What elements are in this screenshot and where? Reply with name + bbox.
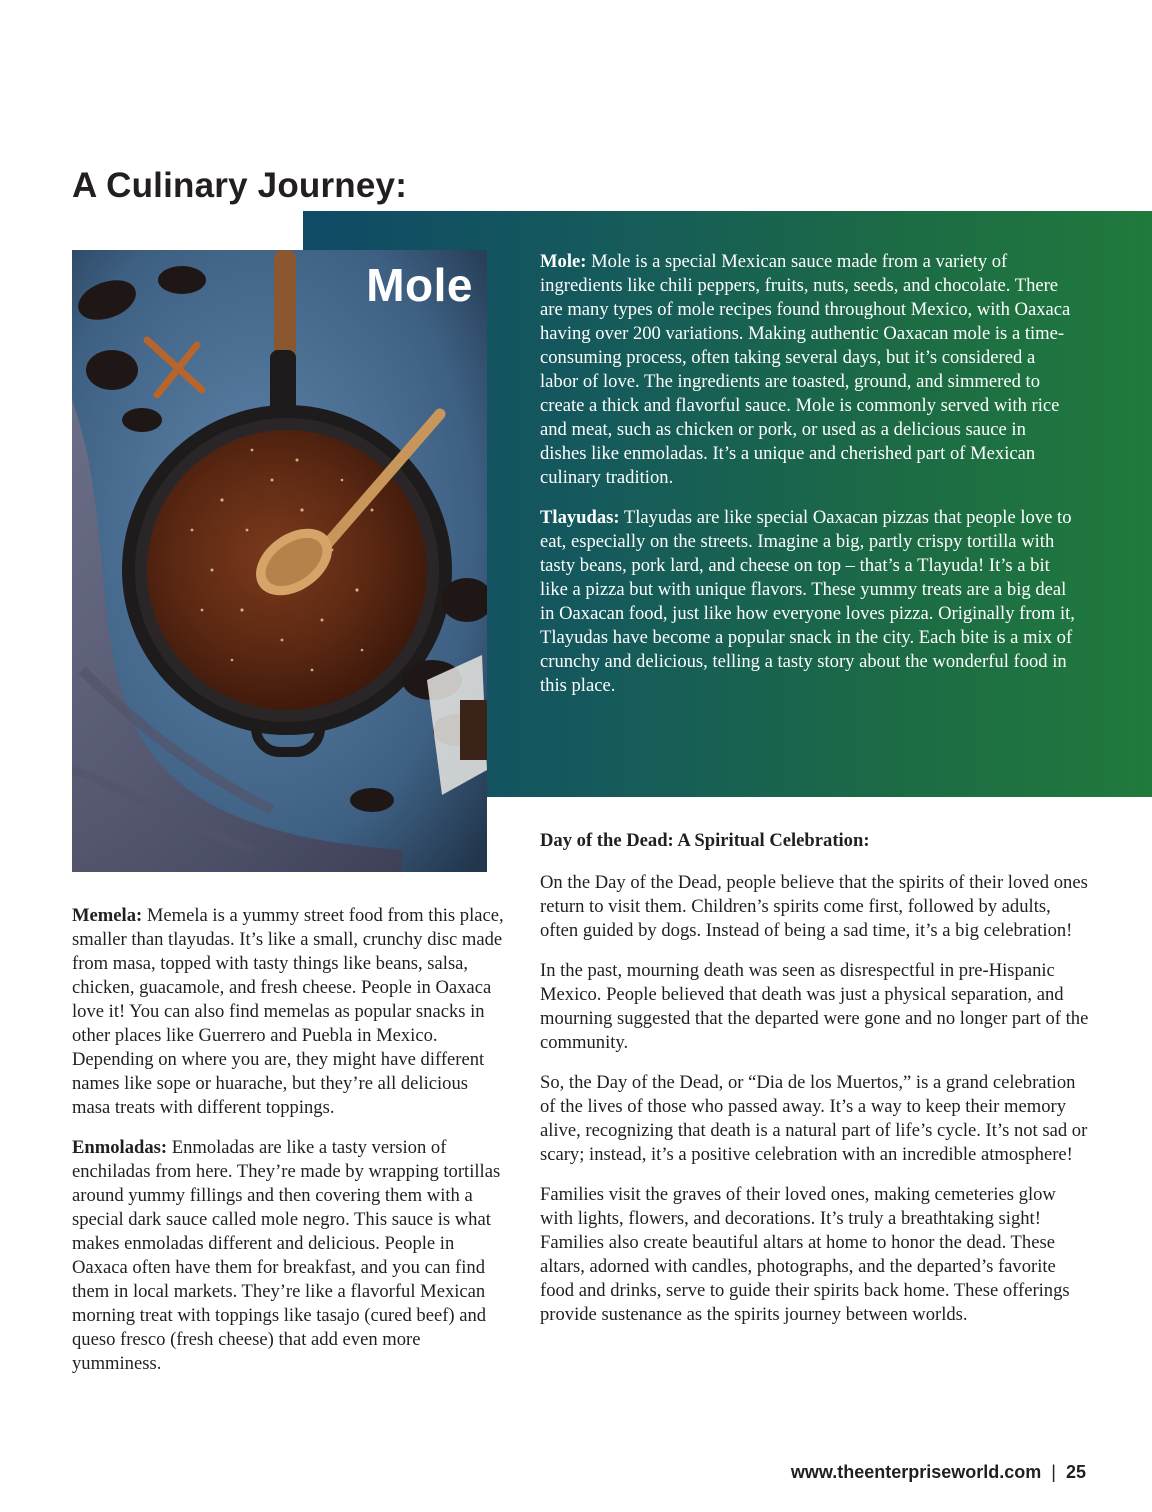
- mole-paragraph: [540, 250, 1075, 490]
- right-bottom-column: [540, 829, 1092, 1343]
- footer-url[interactable]: www.theenterpriseworld.com: [790, 1462, 1042, 1482]
- mole-photo: [72, 250, 487, 872]
- day-of-dead-paragraph: In the past, mourning death was seen as disrespectful in pre-Hispanic Mexico. People believed that death was just a physical separation, and mourning suggested that the departed were gone and no longer part of the community.: [540, 960, 1089, 1053]
- photo-label: Mole: [366, 259, 473, 311]
- day-of-dead-heading: Day of the Dead: A Spiritual Celebration:: [540, 830, 870, 851]
- tlayudas-heading: Tlayudas:: [540, 507, 620, 528]
- mole-heading: Mole:: [540, 251, 587, 272]
- memela-paragraph: [72, 904, 504, 1120]
- mole-pan-illustration: [72, 250, 487, 872]
- left-bottom-column: [72, 904, 504, 1392]
- enmoladas-heading: Enmoladas:: [72, 1137, 168, 1158]
- right-top-column: [540, 250, 1075, 714]
- page-number: 25: [1065, 1462, 1086, 1482]
- enmoladas-paragraph: [72, 1136, 504, 1376]
- day-of-dead-paragraph: Families visit the graves of their loved ones, making cemeteries glow with lights, flowers, and decorations. It’s truly a breathtaking sight! Families also create beautiful altars at home to honor the dead. These altars, adorned with candles, photographs, and the departed’s favorite food and drinks, serve to guide their spirits back home. These offerings provide sustenance as the spirits journey between worlds.: [540, 1184, 1070, 1325]
- day-of-dead-paragraph: So, the Day of the Dead, or “Dia de los Muertos,” is a grand celebration of the lives of those who passed away. It’s a way to keep their memory alive, recognizing that death is a natural part of life’s cycle. It’s not sad or scary; instead, it’s a positive celebration with an incredible atmosphere!: [540, 1072, 1088, 1165]
- page-title: A Culinary Journey:: [72, 166, 408, 205]
- mole-text: Mole is a special Mexican sauce made from a variety of ingredients like chili peppers, fruits, nuts, seeds, and chocolate. There are many types of mole recipes found throughout Mexico, with Oaxaca having over 200 variations. Making authentic Oaxacan mole is a time-consuming process, often taking several days, but it’s considered a labor of love. The ingredients are toasted, ground, and simmered to create a thick and flavorful sauce. Mole is commonly served with rice and meat, such as chicken or pork, or used as a delicious sauce in dishes like enmoladas. It’s a unique and cherished part of Mexican culinary tradition.: [540, 251, 1071, 488]
- page-footer: [791, 1462, 1086, 1483]
- day-of-dead-paragraph: On the Day of the Dead, people believe that the spirits of their loved ones return to visit them. Children’s spirits come first, followed by adults, often guided by dogs. Instead of being a sad time, it’s a big celebration!: [540, 872, 1088, 941]
- tlayudas-text: Tlayudas are like special Oaxacan pizzas that people love to eat, especially on the streets. Imagine a big, partly crispy tortilla with tasty beans, pork lard, and cheese on top – that’s a Tlayuda! It’s a bit like a pizza but with unique flavors. These yummy treats are a big deal in Oaxacan food, just like how everyone loves pizza. Originally from it, Tlayudas have become a popular snack in the city. Each bite is a mix of crunchy and delicious, telling a tasty story about the wonderful food in this place.: [540, 507, 1075, 696]
- memela-heading: Memela:: [72, 905, 143, 926]
- enmoladas-text: Enmoladas are like a tasty version of enchiladas from here. They’re made by wrapping tortillas around yummy fillings and then covering them with a special dark sauce called mole negro. This sauce is what makes enmoladas different and delicious. People in Oaxaca often have them for breakfast, and you can find them in local markets. They’re like a flavorful Mexican morning treat with toppings like tasajo (cured beef) and queso fresco (fresh cheese) that add even more yumminess.: [72, 1137, 501, 1374]
- memela-text: Memela is a yummy street food from this place, smaller than tlayudas. It’s like a small, crunchy disc made from masa, topped with tasty things like beans, salsa, chicken, guacamole, and fresh cheese. People in Oaxaca love it! You can also find memelas as popular snacks in other places like Guerrero and Puebla in Mexico. Depending on where you are, they might have different names like sope or huarache, but they’re all delicious masa treats with different toppings.: [72, 905, 504, 1118]
- footer-separator: |: [1051, 1462, 1056, 1482]
- tlayudas-paragraph: [540, 506, 1075, 698]
